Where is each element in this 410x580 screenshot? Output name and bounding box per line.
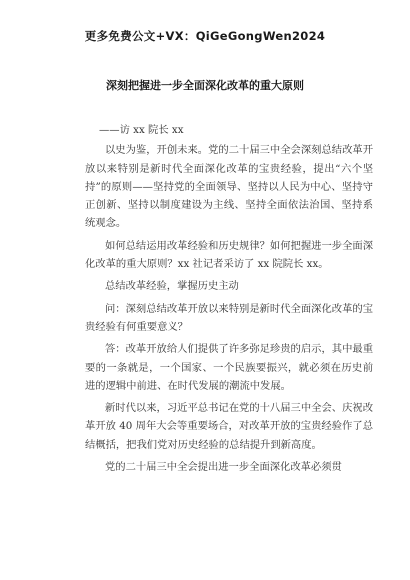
article-body <box>85 121 373 480</box>
article-title: 深刻把握进一步全面深化改革的重大原则 <box>106 79 304 92</box>
section-heading: 总结改革经验，掌握历史主动 <box>105 280 239 293</box>
paragraph: 党的二十届三中全会提出进一步全面深化改革必须贯 <box>105 461 342 474</box>
paragraph: 新时代以来，习近平总书记在党的十八届三中全会、庆祝改革开放 40 周年大会等重要场合，对改革开放的宝贵经验作了总结概括，把我们党对历史经验的总结提升到新高度。 <box>85 402 373 451</box>
paragraph: 如何总结运用改革经验和历史规律？如何把握进一步全面深化改革的重大原则？xx 社记者采访了 xx 院院长 xx。 <box>85 239 373 271</box>
paragraph: 以史为鉴，开创未来。党的二十届三中全会深刻总结改革开放以来特别是新时代全面深化改革的宝贵经验，提出“六个坚持”的原则——坚持党的全面领导、坚持以人民为中心、坚持守正创新、坚持以制度建设为主线、坚持全面依法治国、坚持系统观念。 <box>85 144 373 230</box>
paragraph: 答：改革开放给人们提供了许多弥足珍贵的启示，其中最重要的一条就是，一个国家、一个民族要振兴，就必须在历史前进的逻辑中前进、在时代发展的潮流中发展。 <box>85 343 373 392</box>
paragraph: 问：深刻总结改革开放以来特别是新时代全面深化改革的宝贵经验有何重要意义？ <box>85 302 373 333</box>
promo-header: 更多免费公文+VX：QiGeGongWen2024 <box>84 29 326 43</box>
article-subtitle: ——访 xx 院长 xx <box>99 124 184 136</box>
